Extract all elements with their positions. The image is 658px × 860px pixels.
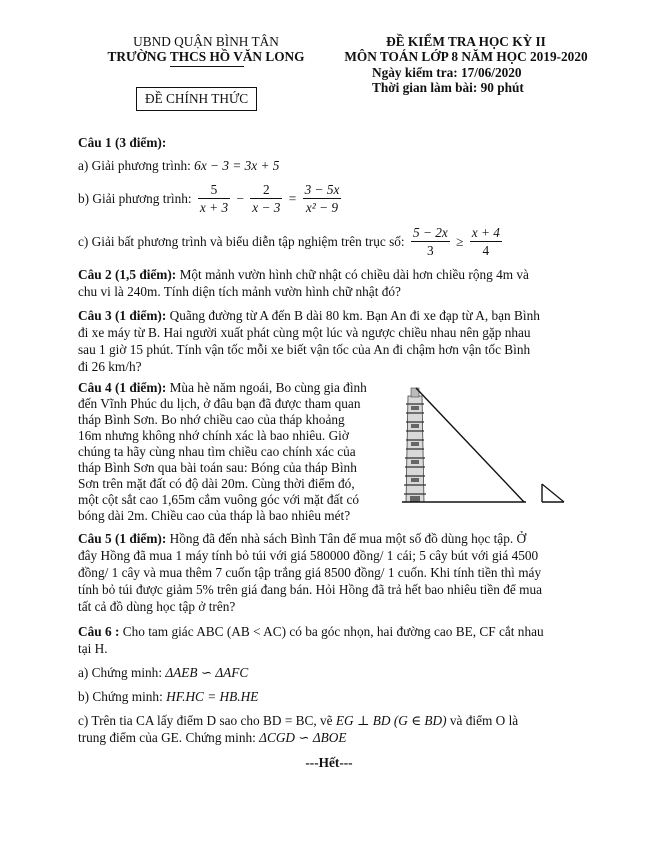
q1-b <box>78 181 580 216</box>
end-marker: ---Hết--- <box>305 755 353 770</box>
frac-denominator: 4 <box>482 243 490 258</box>
q1-title: Câu 1 (3 điểm): <box>78 135 167 150</box>
q5-line5: tất cả đồ dùng học tập ở trên? <box>78 599 236 614</box>
exam-duration: Thời gian làm bài: 90 phút <box>372 80 524 95</box>
q1-a-label: a) Giải phương trình: <box>78 158 191 173</box>
q4-title: Câu 4 (1 điểm): <box>78 380 167 395</box>
q3-line1 <box>78 308 580 325</box>
q3-line4: đi 26 km/h? <box>78 359 142 374</box>
q6-c-math2: ΔCGD ∽ ΔBOE <box>259 730 347 745</box>
frac-denominator: x + 3 <box>199 200 229 215</box>
tower-shadow-illustration <box>396 386 576 510</box>
frac-denominator: x² − 9 <box>305 200 339 215</box>
q3-text: Quãng đường từ A đến B dài 80 km. Bạn An đi xe đạp từ A, bạn Bình <box>166 308 540 323</box>
header-right <box>332 34 600 64</box>
q6-c-line2 <box>78 730 580 747</box>
school-name: TRƯỜNG THCS HỒ VĂN LONG <box>107 49 305 64</box>
q4-line4: 16m nhưng không nhớ chính xác là bao nhiêu. Giờ <box>78 428 349 443</box>
q6-c-text-post: và điểm O là <box>449 713 519 728</box>
exam-info <box>372 65 524 95</box>
frac-numerator: 5 <box>198 181 230 199</box>
q4-line8: một cột sắt cao 1,65m cắm vuông góc với mặt đất có <box>78 492 360 507</box>
exam-title: ĐỀ KIỂM TRA HỌC KỲ II <box>386 34 546 49</box>
q6-c-math1: EG ⊥ BD (G ∈ BD) <box>335 713 447 728</box>
q6-a <box>78 665 580 682</box>
q5-line2: đây Hồng đã mua 1 máy tính bỏ túi với giá 580000 đồng/ 1 cái; 5 cây bút với giá 4500 <box>78 548 539 563</box>
q4-line2: đến Vĩnh Phúc du lịch, ở đâu bạn đã được tham quan <box>78 396 361 411</box>
frac-numerator: x + 4 <box>471 225 500 240</box>
official-label: ĐỀ CHÍNH THỨC <box>145 91 249 106</box>
official-stamp-box <box>136 87 257 111</box>
q1-b-frac2 <box>250 181 282 216</box>
q6-a-label: a) Chứng minh: <box>78 665 163 680</box>
q1-b-op2: = <box>288 191 297 206</box>
q6-line2: tại H. <box>78 641 108 656</box>
tower-icon <box>404 388 426 502</box>
q1-c-label: c) Giải bất phương trình và biểu diễn tập nghiệm trên trục số: <box>78 234 405 249</box>
frac-numerator: 3 − 5x <box>304 182 340 197</box>
q5-line1 <box>78 531 580 548</box>
q5-line3: đồng/ 1 cây và mua thêm 7 cuốn tập trắng giá 8500 đồng/ 1 cuốn. Khi tính tiền thì máy <box>78 565 542 580</box>
q2-line2: chu vi là 240m. Tính diện tích mảnh vườn hình chữ nhật đó? <box>78 284 401 299</box>
exam-date: Ngày kiểm tra: 17/06/2020 <box>372 65 522 80</box>
q6-c-line1 <box>78 713 580 730</box>
q1-b-frac3 <box>303 181 342 216</box>
q6-c-text2: trung điểm của GE. Chứng minh: <box>78 730 256 745</box>
q4-line7: Sơn trên mặt đất có độ dài 20m. Cùng thời điểm đó, <box>78 476 355 491</box>
sun-ray-line <box>416 388 524 502</box>
q4-line5: chúng ta hãy cùng nhau tìm chiều cao chính xác của <box>78 444 356 459</box>
q3-line2: đi xe máy từ B. Hai người xuất phát cùng một lúc và ngược chiều nhau nên gặp nhau <box>78 325 531 340</box>
q3-title: Câu 3 (1 điểm): <box>78 308 167 323</box>
q3-line3: sau 1 giờ 15 phút. Tính vận tốc mỗi xe biết vận tốc của An đi chậm hơn vận tốc Bình <box>78 342 531 357</box>
q2-title: Câu 2 (1,5 điểm): <box>78 267 177 282</box>
district-name: UBND QUẬN BÌNH TÂN <box>133 34 279 49</box>
q1-c-frac1 <box>411 224 450 259</box>
q1-c-op: ≥ <box>456 234 464 249</box>
q4-line9: bóng dài 2m. Chiều cao của tháp là bao nhiêu mét? <box>78 508 351 523</box>
q5-title: Câu 5 (1 điểm): <box>78 531 167 546</box>
q6-a-math: ΔAEB ∽ ΔAFC <box>165 665 249 680</box>
q1-a-equation: 6x − 3 = 3x + 5 <box>194 158 280 173</box>
q5-line4: tính bỏ túi được giảm 5% trên giá đang bán. Hỏi Hồng đã trả hết bao nhiêu tiền để mua <box>78 582 543 597</box>
q6-b-math: HF.HC = HB.HE <box>166 689 259 704</box>
header-left <box>96 34 316 64</box>
q1-c <box>78 224 580 259</box>
frac-numerator: 2 <box>250 181 282 199</box>
q1-b-label: b) Giải phương trình: <box>78 191 192 206</box>
subject-line: MÔN TOÁN LỚP 8 NĂM HỌC 2019-2020 <box>344 49 588 64</box>
iron-pole-triangle-icon <box>542 484 564 502</box>
q6-line1 <box>78 624 580 641</box>
q4-line3: tháp Bình Sơn. Bo nhớ chiều cao của tháp khoảng <box>78 412 345 427</box>
frac-denominator: x − 3 <box>252 200 281 215</box>
q6-b-label: b) Chứng minh: <box>78 689 163 704</box>
frac-denominator: 3 <box>427 243 434 258</box>
q2-text: Một mảnh vườn hình chữ nhật có chiều dài hơn chiều rộng 4m và <box>176 267 529 282</box>
q6-text: Cho tam giác ABC (AB < AC) có ba góc nhọn, hai đường cao BE, CF cắt nhau <box>119 624 544 639</box>
q4-line1 <box>78 380 408 397</box>
q1-a <box>78 158 580 175</box>
q1-c-frac2 <box>470 224 502 259</box>
header-underline <box>170 66 244 67</box>
q6-title: Câu 6 : <box>78 624 120 639</box>
q6-c-text: c) Trên tia CA lấy điểm D sao cho BD = BC, vẽ <box>78 713 333 728</box>
q1-b-op1: − <box>236 191 244 206</box>
q2-line1 <box>78 267 580 284</box>
q4-line6: tháp Bình Sơn qua bài toán sau: Bóng của tháp Bình <box>78 460 357 475</box>
q1-b-frac1 <box>198 181 230 216</box>
q5-text: Hồng đã đến nhà sách Bình Tân để mua một số đồ dùng học tập. Ở <box>166 531 527 546</box>
q6-b <box>78 689 580 706</box>
frac-numerator: 5 − 2x <box>412 225 448 240</box>
q4-text: Mùa hè năm ngoái, Bo cùng gia đình <box>166 380 367 395</box>
